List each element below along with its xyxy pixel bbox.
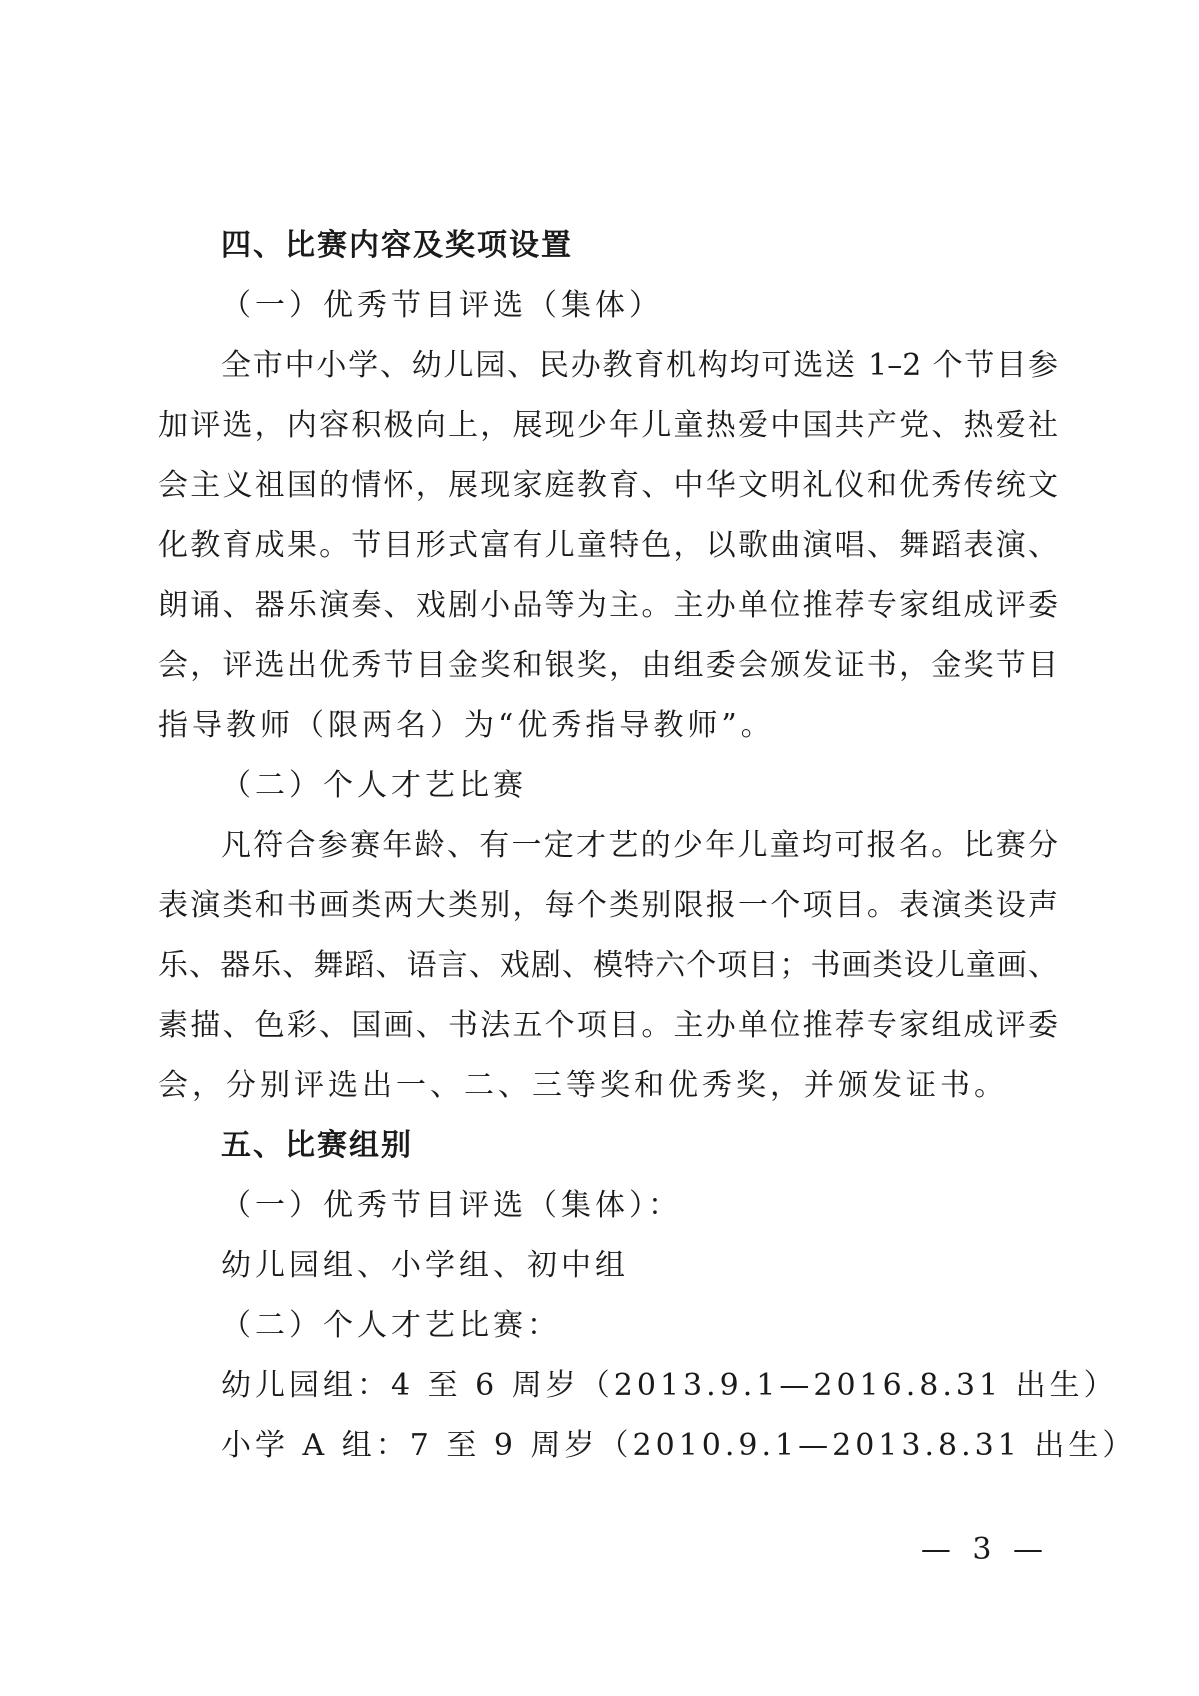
section-5-heading: 五、比赛组别 [221,1128,413,1163]
section-4-paragraph-2 [158,816,1058,1116]
group-list-collective: 幼儿园组、小学组、初中组 [221,1248,629,1283]
group-item-kindergarten: 幼儿园组：4 至 6 周岁（2013.9.1—2016.8.31 出生） [221,1368,1118,1403]
page-number: — 3 — [920,1532,1049,1567]
paragraph-line: 加评选，内容积极向上，展现少年儿童热爱中国共产党、热爱社 [158,408,1058,443]
group-item-primary-a: 小学 A 组：7 至 9 周岁（2010.9.1—2013.8.31 出生） [221,1428,1137,1463]
paragraph-line: 会，评选出优秀节目金奖和银奖，由组委会颁发证书，金奖节目 [158,648,1058,683]
section-4-heading: 四、比赛内容及奖项设置 [221,228,573,263]
paragraph-line: 会主义祖国的情怀，展现家庭教育、中华文明礼仪和优秀传统文 [158,468,1058,503]
paragraph-line: 全市中小学、幼儿园、民办教育机构均可选送 1–2 个节目参 [221,348,1058,383]
section-4-subheading-2: （二）个人才艺比赛 [221,768,527,803]
document-body [158,216,1137,1476]
paragraph-line: 化教育成果。节目形式富有儿童特色，以歌曲演唱、舞蹈表演、 [158,528,1058,563]
paragraph-line: 朗诵、器乐演奏、戏剧小品等为主。主办单位推荐专家组成评委 [158,588,1058,623]
paragraph-line: 会，分别评选出一、二、三等奖和优秀奖，并颁发证书。 [158,1068,1008,1103]
paragraph-line: 乐、器乐、舞蹈、语言、戏剧、模特六个项目；书画类设儿童画、 [158,948,1058,983]
paragraph-line: 凡符合参赛年龄、有一定才艺的少年儿童均可报名。比赛分 [221,828,1058,863]
paragraph-line: 表演类和书画类两大类别，每个类别限报一个项目。表演类设声 [158,888,1058,923]
section-4-subheading-1: （一）优秀节目评选（集体） [221,288,663,323]
section-5-subheading-2: （二）个人才艺比赛： [221,1308,561,1343]
section-4-paragraph-1 [158,336,1058,756]
paragraph-line: 素描、色彩、国画、书法五个项目。主办单位推荐专家组成评委 [158,1008,1058,1043]
section-5-subheading-1: （一）优秀节目评选（集体）： [221,1188,682,1223]
paragraph-line: 指导教师（限两名）为“优秀指导教师”。 [158,708,775,743]
